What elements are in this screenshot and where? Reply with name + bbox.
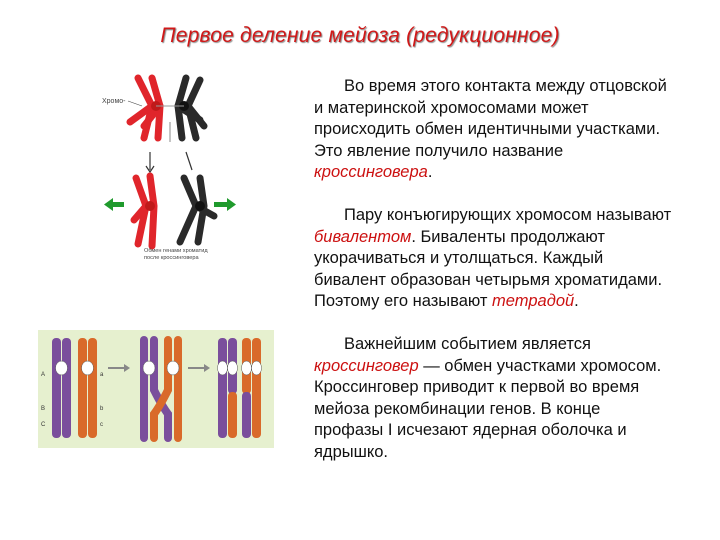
figure1-caption-line1: Обмен генами хроматид xyxy=(144,248,208,254)
gene-label-b: b xyxy=(100,406,104,412)
gene-label-C: C xyxy=(41,422,46,428)
paragraph-3-lead: Важнейшим событием является xyxy=(344,335,591,353)
term-crossingover: кроссинговера xyxy=(314,163,428,181)
page-title: Первое деление мейоза (редукционное) xyxy=(160,24,560,47)
paragraph-1: Во время этого контакта между отцовской и материнской хромосомами может происходить обмен идентичными участками. Это явление получило название кроссинговера. xyxy=(314,77,667,181)
green-arrow-left-icon xyxy=(104,198,124,211)
body-text xyxy=(314,76,674,485)
gene-label-B: B xyxy=(41,406,46,412)
gene-label-a: a xyxy=(100,372,104,378)
separating-chromosome-red xyxy=(134,176,154,246)
term-tetrad: тетрадой xyxy=(492,292,575,310)
paragraph-2: Пару конъюгирующих хромосом называют бивалентом. Биваленты продолжают укорачиваться и утолщаться. Каждый бивалент образован четырьмя хроматидами. Поэтому его называют тетрадой. xyxy=(314,206,672,310)
gene-label-c: c xyxy=(100,422,103,428)
crossing-over-illustration xyxy=(100,66,240,276)
term-bivalent: бивалентом xyxy=(314,227,412,246)
recombination-diagram xyxy=(38,330,274,448)
green-arrow-right-icon xyxy=(214,198,236,211)
term-crossingover-2: кроссинговер xyxy=(314,356,419,375)
paragraph-3: Важнейшим событием является кроссинговер — обмен участками хромосом. Кроссинговер приводит к первой во время мейоза рекомбинации генов. В конце профазы I исчезают ядерная оболочка и ядрышко. xyxy=(314,335,662,461)
gene-label-A: A xyxy=(41,372,46,378)
figure1-caption-line2: после кроссинговера xyxy=(144,255,199,261)
chromosome-label: Хромо- xyxy=(102,98,126,105)
